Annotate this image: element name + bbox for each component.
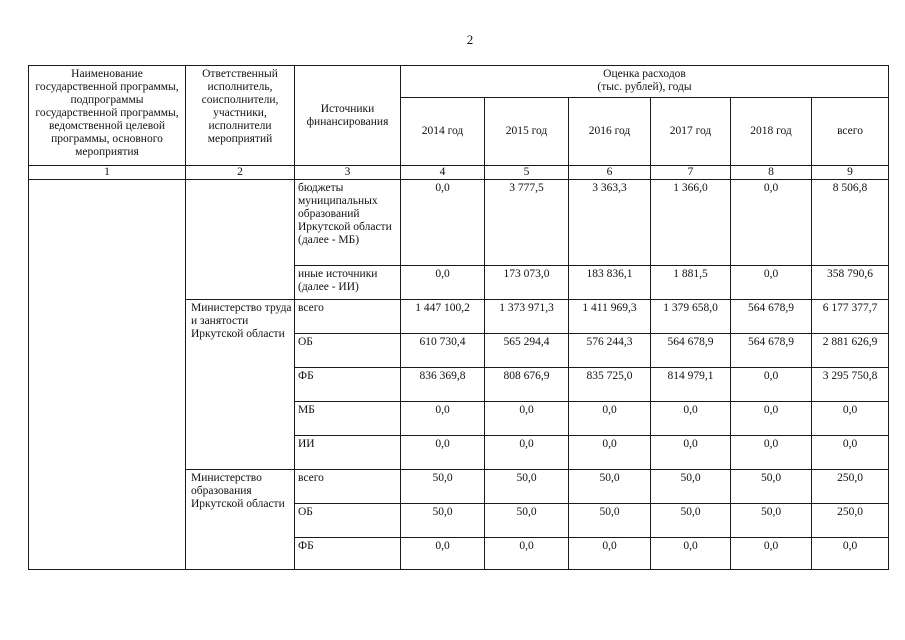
value-cell: 1 881,5	[651, 266, 731, 300]
value-cell: 50,0	[651, 470, 731, 504]
value-cell: 173 073,0	[485, 266, 569, 300]
value-cell: 50,0	[731, 470, 812, 504]
value-cell: 0,0	[731, 266, 812, 300]
value-cell: 0,0	[812, 402, 889, 436]
source-cell: всего	[295, 470, 401, 504]
column-number: 4	[401, 166, 485, 180]
header-year-2017: 2017 год	[651, 98, 731, 166]
value-cell: 0,0	[485, 436, 569, 470]
value-cell: 0,0	[401, 266, 485, 300]
value-cell: 0,0	[651, 538, 731, 570]
header-estimate-line1: Оценка расходов	[603, 68, 686, 80]
column-number: 7	[651, 166, 731, 180]
source-cell: ФБ	[295, 538, 401, 570]
value-cell: 0,0	[401, 180, 485, 266]
value-cell: 814 979,1	[651, 368, 731, 402]
value-cell: 0,0	[812, 538, 889, 570]
value-cell: 0,0	[651, 436, 731, 470]
header-year-2018: 2018 год	[731, 98, 812, 166]
value-cell: 0,0	[731, 368, 812, 402]
column-number: 5	[485, 166, 569, 180]
column-number-row	[29, 166, 889, 180]
value-cell: 50,0	[651, 504, 731, 538]
program-name-cell	[29, 180, 186, 570]
column-number: 9	[812, 166, 889, 180]
value-cell: 565 294,4	[485, 334, 569, 368]
header-row-1	[29, 66, 889, 98]
source-cell: МБ	[295, 402, 401, 436]
value-cell: 0,0	[401, 402, 485, 436]
value-cell: 3 295 750,8	[812, 368, 889, 402]
value-cell: 50,0	[569, 470, 651, 504]
value-cell: 0,0	[569, 402, 651, 436]
value-cell: 0,0	[731, 538, 812, 570]
responsible-cell: Министерство труда и занятости Иркутской области	[186, 300, 295, 470]
page-number: 2	[466, 32, 474, 47]
value-cell: 0,0	[651, 402, 731, 436]
value-cell: 358 790,6	[812, 266, 889, 300]
column-number: 2	[186, 166, 295, 180]
source-cell: ОБ	[295, 334, 401, 368]
value-cell: 1 366,0	[651, 180, 731, 266]
value-cell: 836 369,8	[401, 368, 485, 402]
value-cell: 0,0	[569, 538, 651, 570]
value-cell: 0,0	[401, 538, 485, 570]
budget-table	[28, 65, 889, 570]
source-cell: ОБ	[295, 504, 401, 538]
value-cell: 0,0	[401, 436, 485, 470]
value-cell: 808 676,9	[485, 368, 569, 402]
table-row	[29, 180, 889, 266]
value-cell: 50,0	[485, 504, 569, 538]
value-cell: 2 881 626,9	[812, 334, 889, 368]
value-cell: 50,0	[401, 470, 485, 504]
value-cell: 3 777,5	[485, 180, 569, 266]
value-cell: 1 447 100,2	[401, 300, 485, 334]
value-cell: 0,0	[731, 180, 812, 266]
value-cell: 250,0	[812, 470, 889, 504]
header-total: всего	[812, 98, 889, 166]
source-cell: ФБ	[295, 368, 401, 402]
value-cell: 1 373 971,3	[485, 300, 569, 334]
value-cell: 0,0	[812, 436, 889, 470]
source-cell: всего	[295, 300, 401, 334]
value-cell: 183 836,1	[569, 266, 651, 300]
header-year-2014: 2014 год	[401, 98, 485, 166]
value-cell: 8 506,8	[812, 180, 889, 266]
column-number: 8	[731, 166, 812, 180]
value-cell: 50,0	[731, 504, 812, 538]
column-number: 1	[29, 166, 186, 180]
value-cell: 0,0	[485, 538, 569, 570]
source-cell: иные источники (далее - ИИ)	[295, 266, 401, 300]
value-cell: 50,0	[401, 504, 485, 538]
value-cell: 564 678,9	[651, 334, 731, 368]
value-cell: 6 177 377,7	[812, 300, 889, 334]
header-sources: Источники финансирования	[295, 66, 401, 166]
value-cell: 0,0	[485, 402, 569, 436]
value-cell: 50,0	[485, 470, 569, 504]
value-cell: 835 725,0	[569, 368, 651, 402]
value-cell: 1 379 658,0	[651, 300, 731, 334]
source-cell: бюджеты муниципальных образований Иркутской области (далее - МБ)	[295, 180, 401, 266]
header-responsible: Ответственный исполнитель, соисполнители, участники, исполнители мероприятий	[186, 66, 295, 166]
value-cell: 0,0	[731, 402, 812, 436]
header-program-name: Наименование государственной программы, подпрограммы государственной программы, ведомственной целевой программы, основного мероприятия	[29, 66, 186, 166]
column-number: 3	[295, 166, 401, 180]
responsible-cell: Министерство образования Иркутской области	[186, 470, 295, 570]
value-cell: 50,0	[569, 504, 651, 538]
header-estimate-line2: (тыс. рублей), годы	[597, 81, 692, 93]
responsible-cell-empty	[186, 180, 295, 300]
value-cell: 250,0	[812, 504, 889, 538]
header-estimate	[401, 66, 889, 98]
value-cell: 0,0	[569, 436, 651, 470]
source-cell: ИИ	[295, 436, 401, 470]
value-cell: 576 244,3	[569, 334, 651, 368]
header-year-2015: 2015 год	[485, 98, 569, 166]
value-cell: 610 730,4	[401, 334, 485, 368]
value-cell: 564 678,9	[731, 300, 812, 334]
value-cell: 1 411 969,3	[569, 300, 651, 334]
header-year-2016: 2016 год	[569, 98, 651, 166]
value-cell: 564 678,9	[731, 334, 812, 368]
column-number: 6	[569, 166, 651, 180]
value-cell: 0,0	[731, 436, 812, 470]
value-cell: 3 363,3	[569, 180, 651, 266]
